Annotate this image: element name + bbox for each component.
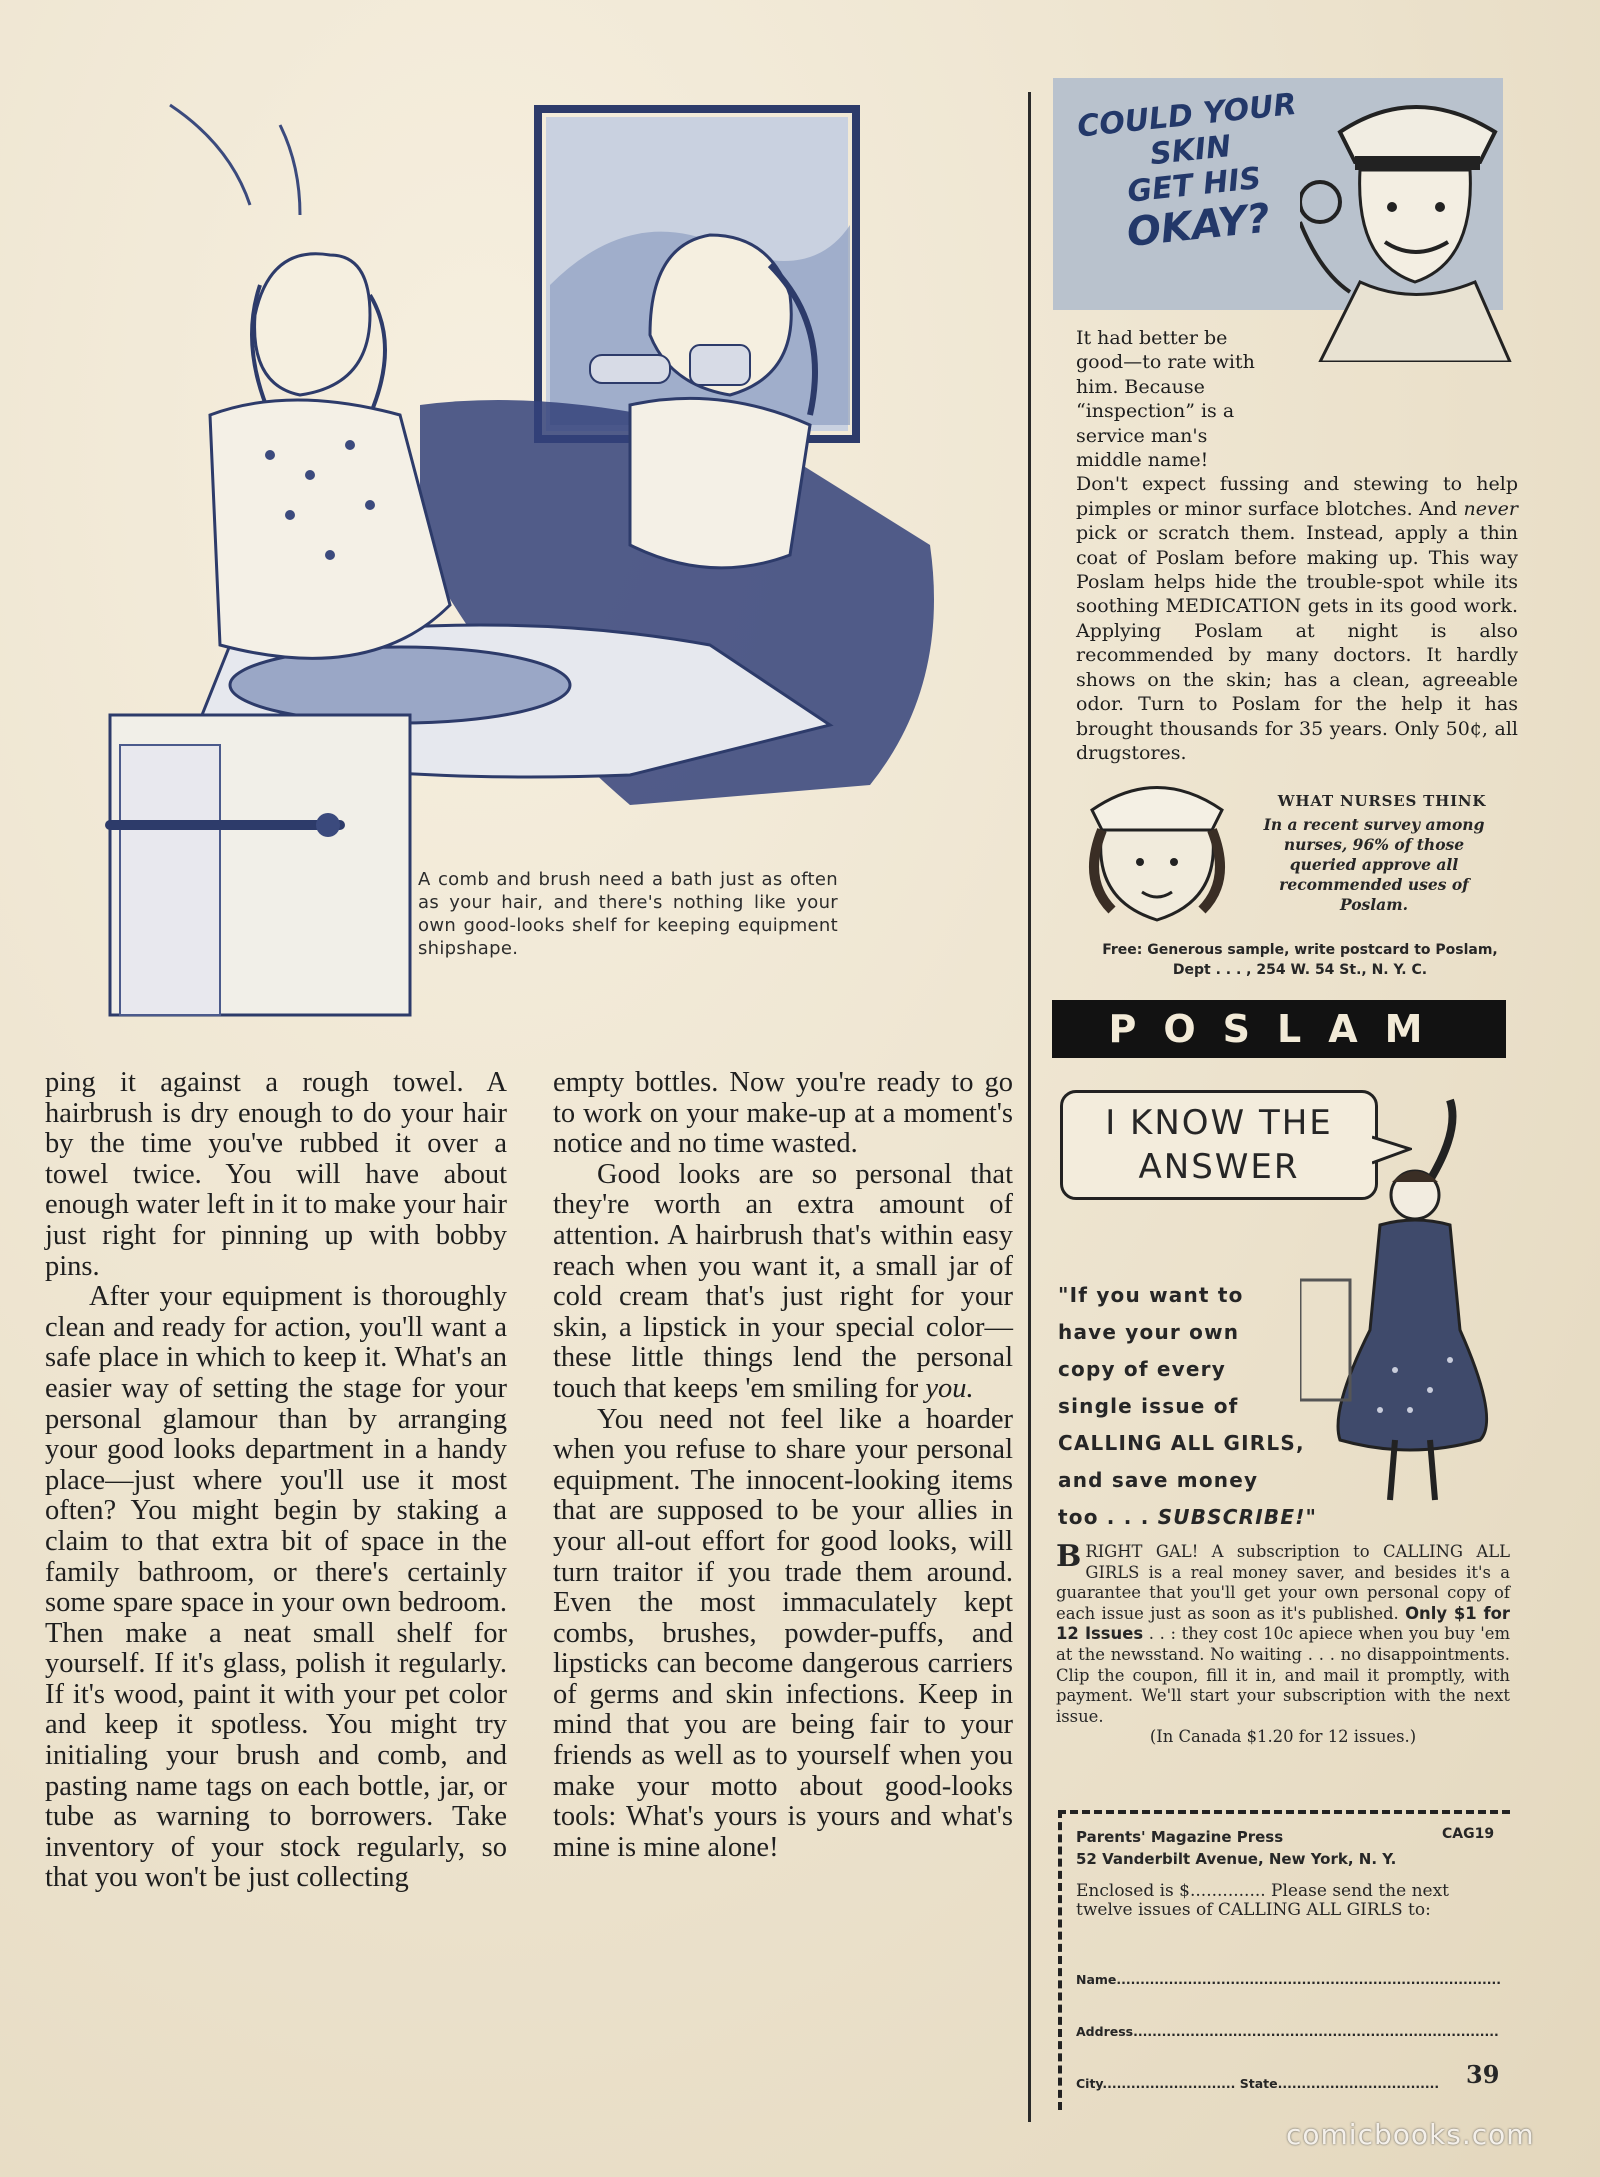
poslam-body-copy: [1076, 326, 1518, 765]
quote-text: too . . .: [1058, 1505, 1158, 1529]
price-highlight: Only $1 for 12 Issues: [1056, 1603, 1510, 1644]
ad-headline: [1056, 85, 1330, 262]
coupon-code: CAG19: [1442, 1826, 1495, 1842]
article-text: Good looks are so personal that they're worth an extra amount of attention. A hairbrush that's within easy reach when you want it, a small jar of cold cream that's just right for your skin, a lipstick in your special color—these little things lend the personal touch that keeps 'em smiling for: [553, 1158, 1013, 1404]
drop-cap: B: [1056, 1539, 1082, 1574]
city-state-field[interactable]: City............................ State..................................: [1076, 2076, 1440, 2091]
poslam-brand-band: POSLAM: [1052, 1000, 1506, 1058]
quote-line: copy of every: [1058, 1357, 1226, 1381]
quote-line: "If you want to: [1058, 1283, 1244, 1307]
article-column-1: [45, 1068, 507, 1894]
quote-line: and save money: [1058, 1468, 1259, 1492]
subscribe-quote: [1058, 1277, 1338, 1536]
article-paragraph: [553, 1160, 1013, 1405]
quote-line: have your own: [1058, 1320, 1240, 1344]
body-text: . . : they cost 10c apiece when you buy 'em at the newsstand. No waiting . . . no disappointments. Clip the coupon, fill it in, and mail it promptly, with payment. We'll start your subscription with the next issue.: [1056, 1624, 1510, 1726]
headline-line: OKAY?: [1124, 195, 1273, 257]
free-sample-text: Free: Generous sample, write postcard to Poslam, Dept . . . , 254 W. 54 St., N. Y. C.: [1102, 942, 1498, 978]
quote-line: single issue of: [1058, 1394, 1239, 1418]
subscribe-emphasis: SUBSCRIBE!": [1157, 1505, 1318, 1529]
article-paragraph: You need not feel like a hoarder when you refuse to share your personal equipment. The innocent-looking items that are supposed to be your allies in your all-out effort for good looks, will turn traitor if you trade them around. Even the most immaculately kept combs, brushes, powder-puffs, and lipsticks can become dangerous carriers of germs and skin infections. Keep in mind that you are being fair to your friends as well as to yourself when you make your motto about good-looks tools: What's yours is yours and what's mine is mine alone!: [553, 1403, 1013, 1863]
page-number: 39: [1466, 2060, 1500, 2089]
nurses-title: WHAT NURSES THINK: [1277, 792, 1487, 810]
watermark: comicbooks.com: [1286, 2118, 1535, 2151]
emphasis-text: you.: [925, 1372, 974, 1404]
address-field[interactable]: Address.............................................................................: [1076, 2024, 1499, 2039]
article-paragraph: After your equipment is thoroughly clean and ready for action, you'll want a safe place in which to keep it. What's an easier way of setting the stage for your personal glamour than by arranging your good looks department in a handy place—just where you'll use it most often? You might begin by staking a claim to that extra bit of space in the family bathroom, or there's certainly some spare space in your own bedroom. Then make a neat small shelf for yourself. If it's glass, polish it regularly. If it's wood, paint it with your pet color and keep it spotless. You might try initialing your brush and comb, and pasting name tags on each bottle, jar, or tube as warning to borrowers. Take inventory of your stock regularly, so that you won't be just collecting: [45, 1281, 507, 1894]
article-paragraph: empty bottles. Now you're ready to go to work on your make-up at a moment's notice and no time wasted.: [553, 1067, 1013, 1160]
article-paragraph: ping it against a rough towel. A hairbrush is dry enough to do your hair by the time you've rubbed it over a towel twice. You will have about enough water left in it to make your hair just right for pinning up with bobby pins.: [45, 1067, 507, 1282]
quote-line: CALLING ALL GIRLS,: [1058, 1431, 1305, 1455]
bubble-line: ANSWER: [1138, 1147, 1300, 1187]
illustration-caption: A comb and brush need a bath just as often as your hair, and there's nothing like your own good-looks shelf for keeping equipment shipshape.: [418, 869, 838, 959]
column-divider: [1028, 92, 1031, 2122]
article-column-2: [553, 1068, 1013, 1863]
nurse-portrait: [1072, 770, 1242, 935]
publisher-name: Parents' Magazine Press: [1076, 1828, 1284, 1846]
body-text: pick or scratch them. Instead, apply a thin coat of Poslam before making up. This way Poslam helps hide the trouble-spot while its soothing MEDICATION gets in its good work. Applying Poslam at night is also recommended by many doctors. It hardly shows on the skin; has a clean, agreeable odor. Turn to Poslam for the help it has brought thousands for 35 years. Only 50¢, all drugstores.: [1076, 522, 1518, 764]
publisher-address: 52 Vanderbilt Avenue, New York, N. Y.: [1076, 1850, 1397, 1868]
canada-price: (In Canada $1.20 for 12 issues.): [1149, 1727, 1417, 1747]
bubble-line: I KNOW THE: [1105, 1103, 1333, 1143]
headline-line: COULD YOUR SKIN: [1075, 86, 1299, 173]
body-intro: It had better be good—to rate with him. Because “inspection” is a service man's middle name!: [1076, 327, 1255, 472]
headline-line: GET HIS: [1125, 161, 1263, 210]
officer-illustration: [1300, 92, 1530, 362]
subscription-coupon[interactable]: [1058, 1810, 1510, 2110]
quote-line: [1058, 1499, 1338, 1536]
body-text: RIGHT GAL! A subscription to CALLING ALL GIRLS is a real money saver, and besides it's a guarantee that you'll get your own personal copy of each issue just as soon as it's published.: [1056, 1542, 1510, 1623]
emphasis-text: never: [1463, 497, 1518, 520]
coupon-enclosed-text: Enclosed is $.............. Please send the next twelve issues of CALLING ALL GIRLS to:: [1076, 1881, 1450, 1920]
nurses-survey-text: In a recent survey among nurses, 96% of those queried approve all recommended uses of Poslam.: [1263, 815, 1485, 914]
body-text: Don't expect fussing and stewing to help pimples or minor surface blotches. And: [1076, 473, 1518, 520]
coupon-publisher: [1076, 1826, 1396, 1870]
subscription-body-copy: [1056, 1539, 1510, 1748]
name-field[interactable]: Name.................................................................................: [1076, 1972, 1502, 1987]
